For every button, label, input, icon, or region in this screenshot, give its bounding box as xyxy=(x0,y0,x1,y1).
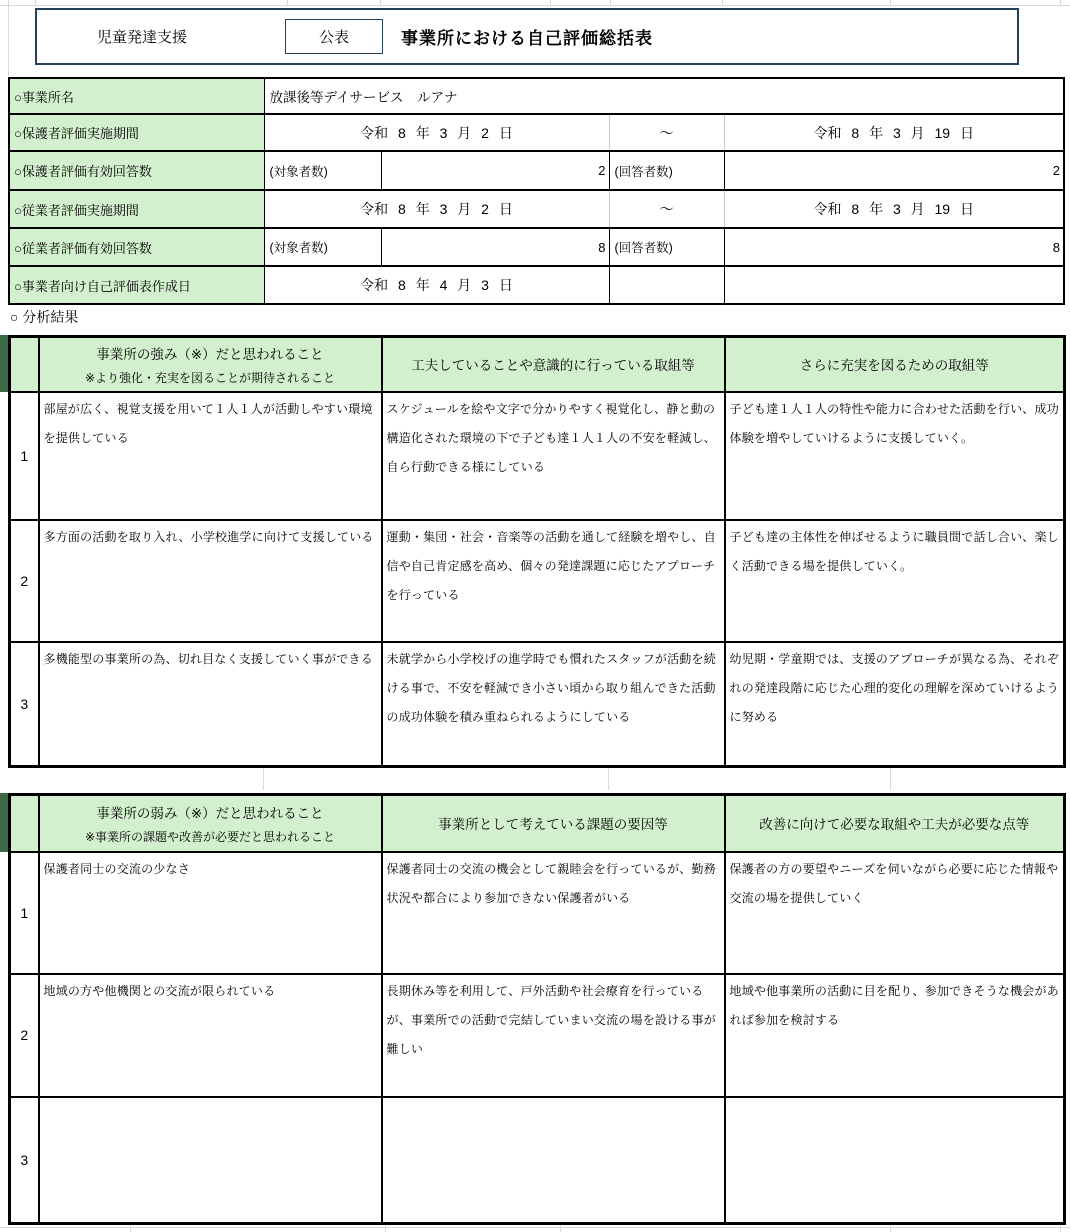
office-name-value-cell[interactable]: 放課後等デイサービス ルアナ xyxy=(264,78,1064,114)
facility-info-table xyxy=(8,77,1065,305)
row-number-header-cell[interactable] xyxy=(10,337,39,392)
cause-cell[interactable] xyxy=(382,1097,725,1224)
page-title: 事業所における自己評価総括表 xyxy=(401,29,653,48)
strengths-col1-header-cell[interactable] xyxy=(39,337,382,392)
row-number-cell[interactable]: 3 xyxy=(10,642,39,767)
table-row xyxy=(10,642,1065,767)
strengths-col1-subtitle: ※より強化・充実を図ることが期待されること xyxy=(84,370,336,385)
weakness-cell[interactable] xyxy=(39,1097,382,1224)
row-number-cell[interactable]: 2 xyxy=(10,520,39,642)
selfeval-date-label-cell[interactable]: ○事業者向け自己評価表作成日 xyxy=(9,266,264,304)
row-number-cell[interactable]: 1 xyxy=(10,852,39,974)
strengths-col2-header-cell[interactable]: 工夫していることや意識的に行っている取組等 xyxy=(382,337,725,392)
weaknesses-col1-header-cell[interactable] xyxy=(39,795,382,852)
cause-cell[interactable]: 長期休み等を利用して、戸外活動や社会療育を行っているが、事業所での活動で完結していまい交流の場を設ける事が難しい xyxy=(382,974,725,1097)
gridline xyxy=(0,5,1070,6)
empty-cell[interactable] xyxy=(609,266,724,304)
weaknesses-col1-subtitle: ※事業所の課題や改善が必要だと思われること xyxy=(84,829,336,844)
weakness-cell[interactable]: 保護者同士の交流の少なさ xyxy=(39,852,382,974)
enhancement-cell[interactable]: 子ども達１人１人の特性や能力に合わせた活動を行い、成功体験を増やしていけるように支援していく。 xyxy=(725,392,1065,520)
guardian-target-count-cell[interactable]: 2 xyxy=(381,151,609,190)
weakness-cell[interactable]: 地域の方や他機関との交流が限られている xyxy=(39,974,382,1097)
effort-cell[interactable]: 運動・集団・社会・音楽等の活動を通して経験を増やし、自信や自己肯定感を高め、個々の発達課題に応じたアプローチを行っている xyxy=(382,520,725,642)
gridline xyxy=(0,1227,1070,1228)
gridline xyxy=(380,0,381,6)
strengths-table xyxy=(8,335,1066,768)
guardian-period-label-cell[interactable]: ○保護者評価実施期間 xyxy=(9,114,264,151)
category-label: 児童発達支援 xyxy=(97,29,188,46)
table-row xyxy=(10,974,1065,1097)
guardian-respondent-count-cell[interactable]: 2 xyxy=(724,151,1064,190)
header-row-accent-bar xyxy=(0,793,8,852)
gridline xyxy=(890,0,891,6)
enhancement-cell[interactable]: 幼児期・学童期では、支援のアプローチが異なる為、それぞれの発達段階に応じた心理的変化の理解を深めていけるように努める xyxy=(725,642,1065,767)
table-row xyxy=(10,392,1065,520)
cause-cell[interactable]: 保護者同士の交流の機会として親睦会を行っているが、勤務状況や都合により参加できない保護者がいる xyxy=(382,852,725,974)
enhancement-cell[interactable]: 子ども達の主体性を伸ばせるように職員間で話し合い、楽しく活動できる場を提供していく。 xyxy=(725,520,1065,642)
row-number-cell[interactable]: 2 xyxy=(10,974,39,1097)
weaknesses-col1-title: 事業所の弱み（※）だと思われること xyxy=(96,805,324,821)
header-row-accent-bar xyxy=(0,335,8,392)
office-name-label-cell[interactable]: ○事業所名 xyxy=(9,78,264,114)
strength-cell[interactable]: 多機能型の事業所の為、切れ目なく支援していく事ができる xyxy=(39,642,382,767)
gridline xyxy=(550,0,551,6)
improvement-cell[interactable]: 地域や他事業所の活動に目を配り、参加できそうな機会があれば参加を検討する xyxy=(725,974,1065,1097)
empty-cell[interactable] xyxy=(724,266,1064,304)
staff-period-from-cell[interactable]: 令和 8 年 3 月 2 日 xyxy=(264,190,609,228)
guardian-target-label-cell[interactable]: (対象者数) xyxy=(264,151,381,190)
gridline xyxy=(35,0,36,6)
guardian-count-label-cell[interactable]: ○保護者評価有効回答数 xyxy=(9,151,264,190)
table-row xyxy=(10,1097,1065,1224)
staff-target-count-cell[interactable]: 8 xyxy=(381,228,609,266)
staff-target-label-cell[interactable]: (対象者数) xyxy=(264,228,381,266)
gridline xyxy=(610,0,611,6)
effort-cell[interactable]: スケジュールを絵や文字で分かりやすく視覚化し、静と動の構造化された環境の下で子ども達１人１人の不安を軽減し、自ら行動できる様にしている xyxy=(382,392,725,520)
staff-count-label-cell[interactable]: ○従業者評価有効回答数 xyxy=(9,228,264,266)
document-header xyxy=(35,8,1019,65)
table-row xyxy=(10,520,1065,642)
staff-period-to-cell[interactable]: 令和 8 年 3 月 19 日 xyxy=(724,190,1064,228)
weaknesses-col3-header-cell[interactable]: 改善に向けて必要な取組や工夫が必要な点等 xyxy=(725,795,1065,852)
publication-badge: 公表 xyxy=(285,19,383,54)
selfeval-date-value-cell[interactable]: 令和 8 年 4 月 3 日 xyxy=(264,266,609,304)
tilde-cell[interactable]: ～ xyxy=(609,114,724,151)
weaknesses-table xyxy=(8,793,1066,1225)
gridline xyxy=(890,768,891,790)
row-number-cell[interactable]: 3 xyxy=(10,1097,39,1224)
row-number-header-cell[interactable] xyxy=(10,795,39,852)
strength-cell[interactable]: 多方面の活動を取り入れ、小学校進学に向けて支援している xyxy=(39,520,382,642)
gridline xyxy=(722,0,723,6)
table-row xyxy=(10,852,1065,974)
strength-cell[interactable]: 部屋が広く、視覚支援を用いて１人１人が活動しやすい環境を提供している xyxy=(39,392,382,520)
strengths-col1-title: 事業所の強み（※）だと思われること xyxy=(96,346,324,362)
strengths-col3-header-cell[interactable]: さらに充実を図るための取組等 xyxy=(725,337,1065,392)
gridline xyxy=(1060,0,1061,6)
gridline xyxy=(287,0,288,6)
guardian-respondent-label-cell[interactable]: (回答者数) xyxy=(609,151,724,190)
staff-respondent-count-cell[interactable]: 8 xyxy=(724,228,1064,266)
gridline xyxy=(608,768,609,790)
guardian-period-from-cell[interactable]: 令和 8 年 3 月 2 日 xyxy=(264,114,609,151)
effort-cell[interactable]: 未就学から小学校げの進学時でも慣れたスタッフが活動を続ける事で、不安を軽減でき小さい頃から取り組んできた活動の成功体験を積み重ねられるようにしている xyxy=(382,642,725,767)
improvement-cell[interactable]: 保護者の方の要望やニーズを伺いながら必要に応じた情報や交流の場を提供していく xyxy=(725,852,1065,974)
weaknesses-col2-header-cell[interactable]: 事業所として考えている課題の要因等 xyxy=(382,795,725,852)
analysis-section-label: ○ 分析結果 xyxy=(10,309,79,325)
gridline xyxy=(8,0,9,76)
guardian-period-to-cell[interactable]: 令和 8 年 3 月 19 日 xyxy=(724,114,1064,151)
improvement-cell[interactable] xyxy=(725,1097,1065,1224)
gridline xyxy=(263,768,264,790)
tilde-cell[interactable]: ～ xyxy=(609,190,724,228)
staff-period-label-cell[interactable]: ○従業者評価実施期間 xyxy=(9,190,264,228)
row-number-cell[interactable]: 1 xyxy=(10,392,39,520)
staff-respondent-label-cell[interactable]: (回答者数) xyxy=(609,228,724,266)
